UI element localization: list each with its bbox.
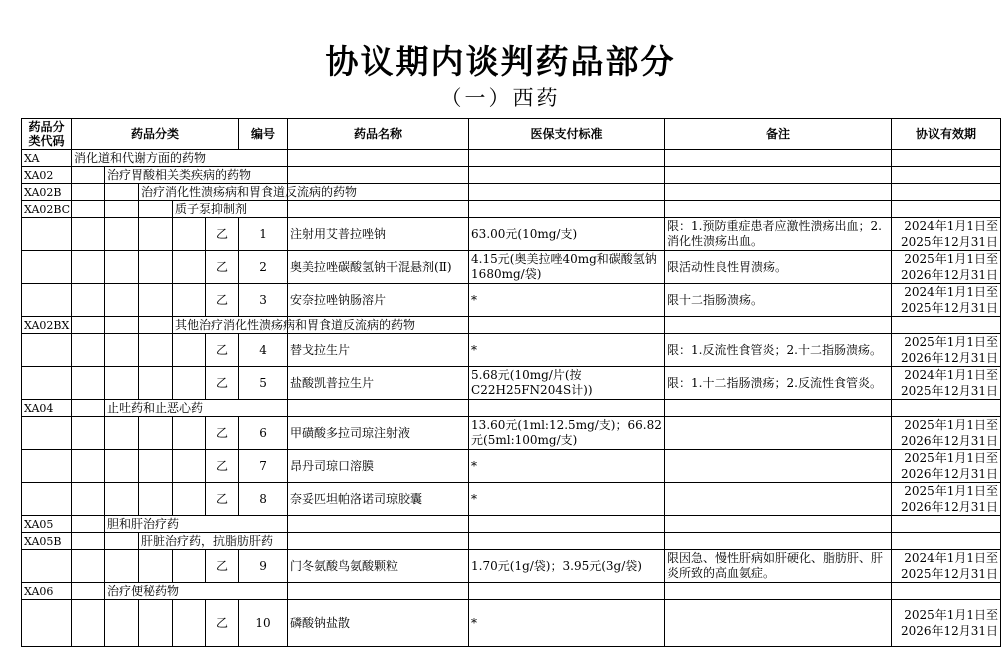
drug-name: 甲磺酸多拉司琼注射液 <box>288 417 469 450</box>
indent-cell <box>105 483 139 516</box>
remark-cell <box>665 201 892 218</box>
indent-cell <box>173 483 206 516</box>
validity-cell <box>892 201 1001 218</box>
category-code: XA05B <box>22 533 72 550</box>
drug-row <box>22 334 1001 367</box>
indent-cell <box>139 417 173 450</box>
indent-cell <box>105 600 139 647</box>
drug-name: 注射用艾普拉唑钠 <box>288 218 469 251</box>
category-label: 治疗便秘药物 <box>105 583 288 600</box>
table-header-row <box>22 119 1001 150</box>
drug-standard: * <box>469 334 665 367</box>
drug-standard: 5.68元(10mg/片(按C22H25FN204S计)) <box>469 367 665 400</box>
drug-standard: * <box>469 483 665 516</box>
name-cell <box>288 150 469 167</box>
code-cell <box>22 550 72 583</box>
drug-class: 乙 <box>206 483 239 516</box>
remark-cell <box>665 533 892 550</box>
validity-cell <box>892 150 1001 167</box>
drug-row <box>22 284 1001 317</box>
category-row <box>22 400 1001 417</box>
category-label: 肝脏治疗药，抗脂肪肝药 <box>139 533 288 550</box>
drug-class: 乙 <box>206 334 239 367</box>
category-label: 质子泵抑制剂 <box>173 201 288 218</box>
indent-cell <box>105 334 139 367</box>
drug-class: 乙 <box>206 218 239 251</box>
drug-row <box>22 550 1001 583</box>
drug-row <box>22 251 1001 284</box>
header-category: 药品分类 <box>72 119 239 150</box>
indent-cell <box>72 400 105 417</box>
drug-standard: 4.15元(奥美拉唑40mg和碳酸氢钠1680mg/袋) <box>469 251 665 284</box>
drug-row <box>22 218 1001 251</box>
document-title: 协议期内谈判药品部分 <box>325 42 676 81</box>
code-cell <box>22 450 72 483</box>
drug-validity: 2024年1月1日至2025年12月31日 <box>892 367 1001 400</box>
indent-cell <box>105 550 139 583</box>
header-validity: 协议有效期 <box>892 119 1001 150</box>
name-cell <box>288 400 469 417</box>
name-cell <box>288 167 469 184</box>
drug-validity: 2024年1月1日至2025年12月31日 <box>892 284 1001 317</box>
category-code: XA04 <box>22 400 72 417</box>
indent-cell <box>173 417 206 450</box>
code-cell <box>22 284 72 317</box>
drug-class: 乙 <box>206 284 239 317</box>
drug-remark: 限：1.十二指肠溃疡；2.反流性食管炎。 <box>665 367 892 400</box>
indent-cell <box>139 251 173 284</box>
drug-class: 乙 <box>206 251 239 284</box>
drug-name: 磷酸钠盐散 <box>288 600 469 647</box>
indent-cell <box>72 583 105 600</box>
drug-number: 3 <box>239 284 288 317</box>
indent-cell <box>139 334 173 367</box>
indent-cell <box>139 317 173 334</box>
drug-standard: 13.60元(1ml:12.5mg/支)；66.82元(5ml:100mg/支) <box>469 417 665 450</box>
drug-standard: * <box>469 284 665 317</box>
document-subtitle: （一）西药 <box>440 86 561 110</box>
validity-cell <box>892 400 1001 417</box>
category-row <box>22 184 1001 201</box>
drug-remark: 限因急、慢性肝病如肝硬化、脂肪肝、肝炎所致的高血氨症。 <box>665 550 892 583</box>
standard-cell <box>469 533 665 550</box>
indent-cell <box>173 600 206 647</box>
indent-cell <box>173 450 206 483</box>
validity-cell <box>892 167 1001 184</box>
standard-cell <box>469 201 665 218</box>
indent-cell <box>173 251 206 284</box>
drug-remark <box>665 600 892 647</box>
drug-validity: 2025年1月1日至2026年12月31日 <box>892 251 1001 284</box>
header-remark: 备注 <box>665 119 892 150</box>
code-cell <box>22 334 72 367</box>
indent-cell <box>72 334 105 367</box>
indent-cell <box>72 284 105 317</box>
drug-row <box>22 417 1001 450</box>
indent-cell <box>72 218 105 251</box>
indent-cell <box>139 218 173 251</box>
code-cell <box>22 417 72 450</box>
drug-name: 奈妥匹坦帕洛诺司琼胶囊 <box>288 483 469 516</box>
category-row <box>22 583 1001 600</box>
remark-cell <box>665 400 892 417</box>
standard-cell <box>469 317 665 334</box>
drug-name: 奥美拉唑碳酸氢钠干混悬剂(Ⅱ) <box>288 251 469 284</box>
standard-cell <box>469 400 665 417</box>
drug-table <box>21 118 1001 647</box>
category-row <box>22 167 1001 184</box>
code-cell <box>22 600 72 647</box>
standard-cell <box>469 583 665 600</box>
drug-number: 2 <box>239 251 288 284</box>
remark-cell <box>665 317 892 334</box>
indent-cell <box>105 251 139 284</box>
drug-remark <box>665 450 892 483</box>
header-code: 药品分类代码 <box>22 119 72 150</box>
category-row <box>22 201 1001 218</box>
indent-cell <box>139 450 173 483</box>
drug-number: 10 <box>239 600 288 647</box>
category-label: 止吐药和止恶心药 <box>105 400 288 417</box>
drug-name: 盐酸凯普拉生片 <box>288 367 469 400</box>
drug-validity: 2025年1月1日至2026年12月31日 <box>892 450 1001 483</box>
category-row <box>22 516 1001 533</box>
drug-validity: 2025年1月1日至2026年12月31日 <box>892 334 1001 367</box>
drug-standard: * <box>469 600 665 647</box>
drug-number: 9 <box>239 550 288 583</box>
standard-cell <box>469 184 665 201</box>
indent-cell <box>139 550 173 583</box>
drug-class: 乙 <box>206 367 239 400</box>
drug-name: 替戈拉生片 <box>288 334 469 367</box>
indent-cell <box>173 218 206 251</box>
remark-cell <box>665 583 892 600</box>
validity-cell <box>892 184 1001 201</box>
category-row <box>22 533 1001 550</box>
indent-cell <box>72 417 105 450</box>
drug-remark <box>665 417 892 450</box>
drug-row <box>22 367 1001 400</box>
drug-standard: 1.70元(1g/袋)；3.95元(3g/袋) <box>469 550 665 583</box>
drug-remark <box>665 483 892 516</box>
name-cell <box>288 583 469 600</box>
remark-cell <box>665 167 892 184</box>
drug-validity: 2025年1月1日至2026年12月31日 <box>892 600 1001 647</box>
drug-validity: 2025年1月1日至2026年12月31日 <box>892 483 1001 516</box>
indent-cell <box>105 201 139 218</box>
category-label: 其他治疗消化性溃疡病和胃食道反流病的药物 <box>173 317 288 334</box>
indent-cell <box>72 201 105 218</box>
drug-validity: 2024年1月1日至2025年12月31日 <box>892 550 1001 583</box>
standard-cell <box>469 150 665 167</box>
validity-cell <box>892 317 1001 334</box>
validity-cell <box>892 533 1001 550</box>
code-cell <box>22 367 72 400</box>
header-number: 编号 <box>239 119 288 150</box>
category-code: XA02BX <box>22 317 72 334</box>
header-name: 药品名称 <box>288 119 469 150</box>
standard-cell <box>469 516 665 533</box>
indent-cell <box>72 251 105 284</box>
drug-validity: 2025年1月1日至2026年12月31日 <box>892 417 1001 450</box>
header-standard: 医保支付标准 <box>469 119 665 150</box>
indent-cell <box>72 450 105 483</box>
drug-class: 乙 <box>206 600 239 647</box>
drug-row <box>22 450 1001 483</box>
name-cell <box>288 516 469 533</box>
drug-number: 8 <box>239 483 288 516</box>
code-cell <box>22 251 72 284</box>
drug-name: 昂丹司琼口溶膜 <box>288 450 469 483</box>
indent-cell <box>105 367 139 400</box>
indent-cell <box>173 367 206 400</box>
code-cell <box>22 483 72 516</box>
indent-cell <box>72 533 105 550</box>
category-label: 消化道和代谢方面的药物 <box>72 150 288 167</box>
category-code: XA02B <box>22 184 72 201</box>
drug-number: 5 <box>239 367 288 400</box>
indent-cell <box>173 334 206 367</box>
indent-cell <box>72 550 105 583</box>
remark-cell <box>665 184 892 201</box>
category-code: XA02 <box>22 167 72 184</box>
indent-cell <box>105 284 139 317</box>
indent-cell <box>72 167 105 184</box>
validity-cell <box>892 516 1001 533</box>
indent-cell <box>173 550 206 583</box>
drug-number: 1 <box>239 218 288 251</box>
standard-cell <box>469 167 665 184</box>
indent-cell <box>72 184 105 201</box>
indent-cell <box>72 600 105 647</box>
drug-class: 乙 <box>206 450 239 483</box>
drug-class: 乙 <box>206 417 239 450</box>
drug-row <box>22 483 1001 516</box>
indent-cell <box>105 450 139 483</box>
name-cell <box>288 201 469 218</box>
indent-cell <box>139 284 173 317</box>
indent-cell <box>72 367 105 400</box>
category-code: XA06 <box>22 583 72 600</box>
indent-cell <box>105 184 139 201</box>
drug-number: 4 <box>239 334 288 367</box>
category-row <box>22 317 1001 334</box>
drug-remark: 限十二指肠溃疡。 <box>665 284 892 317</box>
drug-remark: 限：1.反流性食管炎；2.十二指肠溃疡。 <box>665 334 892 367</box>
indent-cell <box>139 367 173 400</box>
indent-cell <box>139 483 173 516</box>
indent-cell <box>105 218 139 251</box>
drug-name: 门冬氨酸鸟氨酸颗粒 <box>288 550 469 583</box>
category-label: 治疗胃酸相关类疾病的药物 <box>105 167 288 184</box>
drug-remark: 限活动性良性胃溃疡。 <box>665 251 892 284</box>
drug-name: 安奈拉唑钠肠溶片 <box>288 284 469 317</box>
remark-cell <box>665 516 892 533</box>
category-row <box>22 150 1001 167</box>
drug-number: 6 <box>239 417 288 450</box>
drug-remark: 限：1.预防重症患者应激性溃疡出血；2.消化性溃疡出血。 <box>665 218 892 251</box>
category-label: 治疗消化性溃疡病和胃食道反流病的药物 <box>139 184 288 201</box>
drug-standard: * <box>469 450 665 483</box>
drug-validity: 2024年1月1日至2025年12月31日 <box>892 218 1001 251</box>
indent-cell <box>72 317 105 334</box>
drug-class: 乙 <box>206 550 239 583</box>
drug-row <box>22 600 1001 647</box>
indent-cell <box>139 201 173 218</box>
category-code: XA <box>22 150 72 167</box>
code-cell <box>22 218 72 251</box>
indent-cell <box>105 317 139 334</box>
remark-cell <box>665 150 892 167</box>
name-cell <box>288 533 469 550</box>
drug-standard: 63.00元(10mg/支) <box>469 218 665 251</box>
indent-cell <box>173 284 206 317</box>
indent-cell <box>72 516 105 533</box>
category-label: 胆和肝治疗药 <box>105 516 288 533</box>
indent-cell <box>72 483 105 516</box>
indent-cell <box>139 600 173 647</box>
category-code: XA02BC <box>22 201 72 218</box>
indent-cell <box>105 533 139 550</box>
category-code: XA05 <box>22 516 72 533</box>
indent-cell <box>105 417 139 450</box>
validity-cell <box>892 583 1001 600</box>
drug-number: 7 <box>239 450 288 483</box>
